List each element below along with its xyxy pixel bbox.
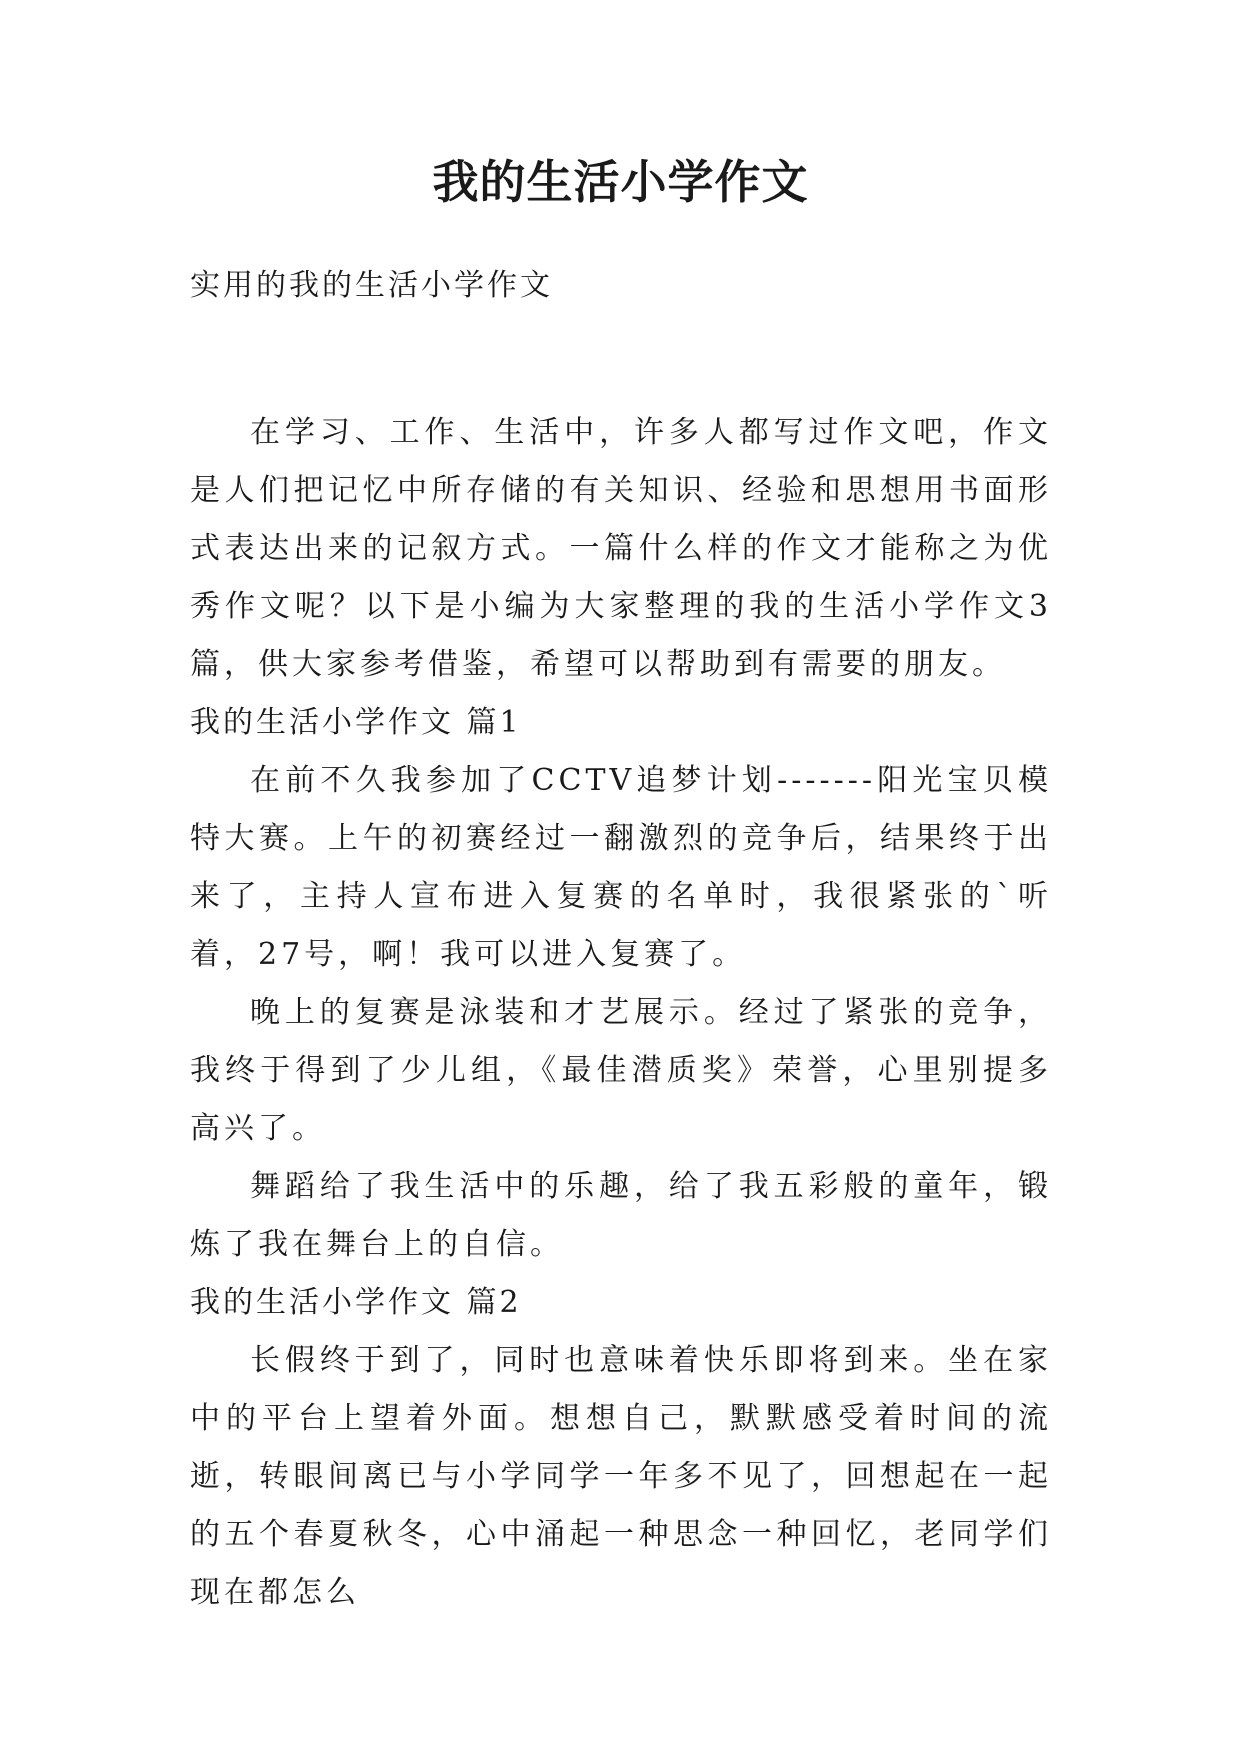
document-body (190, 404, 1052, 1622)
intro-paragraph: 在学习、工作、生活中，许多人都写过作文吧，作文是人们把记忆中所存储的有关知识、经验和思想用书面形式表达出来的记叙方式。一篇什么样的作文才能称之为优秀作文呢？以下是小编为大家整理的我的生活小学作文3篇，供大家参考借鉴，希望可以帮助到有需要的朋友。 (190, 415, 1052, 682)
section-1-paragraph-1: 在前不久我参加了CCTV追梦计划-------阳光宝贝模特大赛。上午的初赛经过一翻激烈的竞争后，结果终于出来了，主持人宣布进入复赛的名单时，我很紧张的`听着，27号，啊！我可以进入复赛了。 (190, 763, 1052, 972)
section-heading-2: 我的生活小学作文 篇2 (190, 1285, 522, 1320)
document-title: 我的生活小学作文 (432, 155, 809, 209)
section-1-paragraph-2: 晚上的复赛是泳装和才艺展示。经过了紧张的竞争，我终于得到了少儿组，《最佳潜质奖》荣誉，心里别提多高兴了。 (190, 995, 1052, 1146)
section-1-paragraph-3: 舞蹈给了我生活中的乐趣，给了我五彩般的童年，锻炼了我在舞台上的自信。 (190, 1169, 1052, 1262)
section-2-paragraph-1: 长假终于到了，同时也意味着快乐即将到来。坐在家中的平台上望着外面。想想自己，默默感受着时间的流逝，转眼间离已与小学同学一年多不见了，回想起在一起的五个春夏秋冬，心中涌起一种思念一种回忆，老同学们现在都怎么 (190, 1343, 1052, 1610)
section-heading-1: 我的生活小学作文 篇1 (190, 705, 522, 740)
document-subtitle: 实用的我的生活小学作文 (190, 268, 553, 303)
